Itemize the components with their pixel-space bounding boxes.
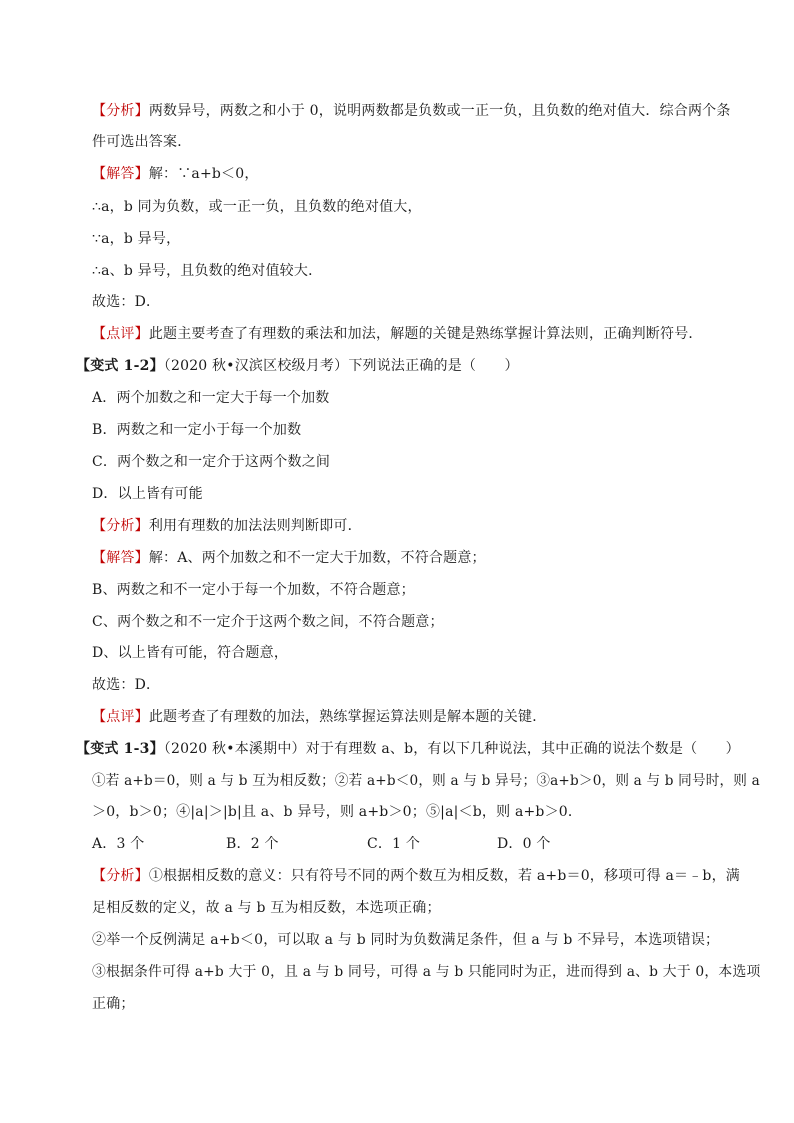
question-1-3-analysis-line4: ③根据条件可得 a+b 大于 0，且 a 与 b 同号，可得 a 与 b 只能同时为正，进而得到 a、b 大于 0，本选项 — [92, 964, 761, 980]
question-1-2-solution-line3: C、两个数之和不一定介于这两个数之间，不符合题意； — [92, 614, 444, 630]
question-1-2-solution-line4: D、以上皆有可能，符合题意， — [92, 645, 289, 661]
question-1-2-option-b: B．两数之和一定小于每一个加数 — [92, 422, 302, 438]
solution-tag: 【解答】 — [92, 550, 149, 566]
solution-tag: 【解答】 — [92, 166, 149, 182]
question-1-2-solution-line2: B、两数之和不一定小于每一个加数，不符合题意； — [92, 582, 415, 598]
question-text: （2020 秋•汉滨区校级月考）下列说法正确的是（ ） — [163, 358, 519, 374]
question-1-2-comment — [92, 707, 546, 727]
question-1-3-analysis-line2: 足相反数的定义，故 a 与 b 互为相反数，本选项正确； — [92, 900, 441, 916]
question-1-3-option-c: C．1 个 — [367, 836, 421, 852]
solution-1-line5: 故选：D． — [92, 294, 161, 310]
analysis-tag: 【分析】 — [92, 103, 149, 119]
comment-tag: 【点评】 — [92, 326, 149, 342]
comment-text: 此题考查了有理数的加法，熟练掌握运算法则是解本题的关键． — [148, 709, 547, 725]
question-1-3-analysis-line1 — [92, 866, 740, 886]
solution-1-line2: ∴a，b 同为负数，或一正一负，且负数的绝对值大， — [92, 199, 422, 215]
question-1-2-solution-line1 — [92, 548, 486, 568]
solution-1-line1 — [92, 164, 259, 184]
question-1-3-analysis-line5: 正确； — [92, 996, 135, 1012]
question-1-2-option-a: A．两个加数之和一定大于每一个加数 — [92, 390, 330, 406]
question-1-3-option-b: B．2 个 — [226, 836, 279, 852]
solution-1-line4: ∴a、b 异号，且负数的绝对值较大． — [92, 263, 323, 279]
solution-1-line3: ∵a，b 异号， — [92, 231, 181, 247]
question-1-2-stem — [76, 356, 519, 376]
analysis-text: 两数异号，两数之和小于 0，说明两数都是负数或一正一负，且负数的绝对值大．综合两个条 — [148, 103, 731, 119]
analysis-tag: 【分析】 — [92, 868, 149, 884]
solution-text: 解：A、两个加数之和不一定大于加数，不符合题意； — [148, 550, 486, 566]
question-1-2-analysis — [92, 516, 362, 536]
question-1-2-option-c: C．两个数之和一定介于这两个数之间 — [92, 454, 331, 470]
question-1-3-option-a: A．3 个 — [92, 836, 145, 852]
question-tag: 【变式 1-2】 — [76, 358, 164, 374]
analysis-1-line1 — [92, 101, 731, 121]
comment-tag: 【点评】 — [92, 709, 149, 725]
question-1-3-stem — [76, 739, 740, 759]
question-1-3-stem-line2: ①若 a+b＝0，则 a 与 b 互为相反数；②若 a+b＜0，则 a 与 b 异号；③a+b＞0，则 a 与 b 同号时，则 a — [92, 773, 760, 789]
analysis-text: ①根据相反数的意义：只有符号不同的两个数互为相反数，若 a+b＝0，移项可得 a＝﹣b，满 — [148, 868, 740, 884]
comment-text: 此题主要考查了有理数的乘法和加法，解题的关键是熟练掌握计算法则，正确判断符号． — [148, 326, 703, 342]
question-1-3-stem-line3: ＞0，b＞0；④|a|＞|b|且 a、b 异号，则 a+b＞0；⑤|a|＜b，则 a+b＞0． — [92, 804, 583, 820]
question-1-2-option-d: D．以上皆有可能 — [92, 486, 203, 502]
question-1-2-solution-line5: 故选：D． — [92, 677, 161, 693]
question-1-3-option-d: D．0 个 — [497, 836, 551, 852]
question-1-3-analysis-line3: ②举一个反例满足 a+b＜0，可以取 a 与 b 同时为负数满足条件，但 a 与 b 不异号，本选项错误； — [92, 932, 720, 948]
analysis-text: 利用有理数的加法法则判断即可． — [148, 518, 362, 534]
comment-1 — [92, 324, 703, 344]
solution-text: 解：∵a+b＜0， — [148, 166, 259, 182]
analysis-1-line2: 件可选出答案． — [92, 134, 192, 150]
question-tag: 【变式 1-3】 — [76, 741, 164, 757]
question-text: （2020 秋•本溪期中）对于有理数 a、b，有以下几种说法，其中正确的说法个数是（ ） — [163, 741, 740, 757]
analysis-tag: 【分析】 — [92, 518, 149, 534]
